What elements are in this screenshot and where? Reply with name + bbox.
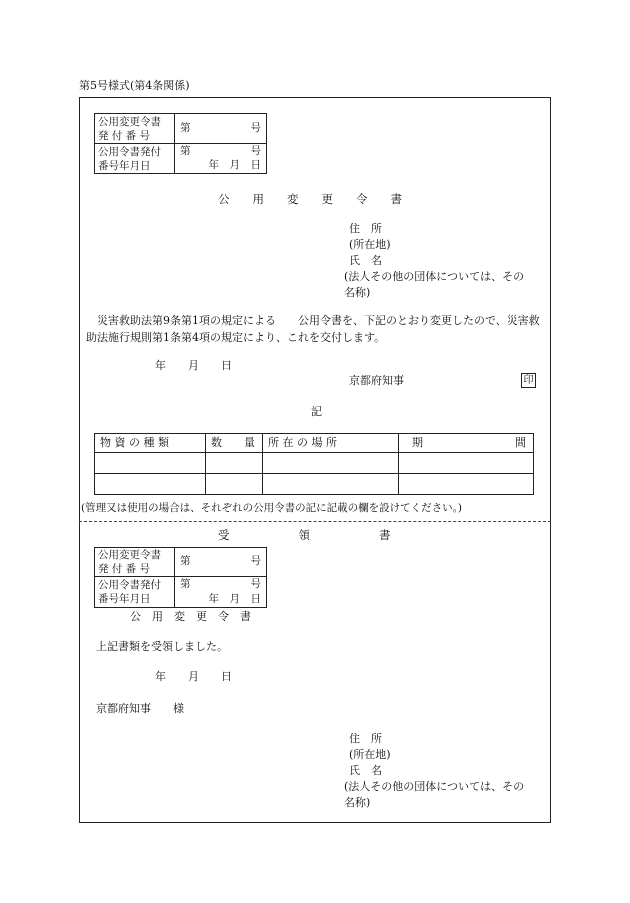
- goods-header-type: 物 資 の 種 類: [95, 434, 206, 453]
- change-order-number-value: 第 号: [175, 548, 267, 577]
- receipt-number-table: [94, 547, 267, 608]
- change-order-number-value: 第 号: [175, 114, 267, 144]
- issue-date: 年 月 日: [155, 359, 232, 372]
- addressee: 京都府知事 様: [96, 702, 184, 715]
- received-statement: 上記書類を受領しました。: [96, 640, 228, 653]
- table-caption: 公 用 変 更 令 書: [130, 610, 251, 623]
- order-issue-date-label: 公用令書発付 番号年月日: [95, 577, 175, 608]
- change-order-number-label: 公用変更令書 発 付 番 号: [95, 114, 175, 144]
- goods-header-period: 期 間: [399, 434, 534, 453]
- change-order-number-label: 公用変更令書 発 付 番 号: [95, 548, 175, 577]
- receiver-address-block: 住 所 (所在地) 氏 名 (法人その他の団体については、その 名称): [344, 732, 525, 809]
- body-paragraph: 災害救助法第9条第1項の規定による 公用令書を、下記のとおり変更したので、災害救助法施行規則第1条第4項の規定により、これを交付します。: [86, 314, 540, 344]
- goods-header-quantity: 数 量: [206, 434, 263, 453]
- recipient-address-block: 住 所 (所在地) 氏 名 (法人その他の団体については、その 名称): [344, 222, 525, 299]
- table-row: [95, 474, 534, 495]
- cut-line: [79, 521, 551, 522]
- issue-number-table: [94, 113, 267, 174]
- receipt-title: 受 領 書: [218, 528, 391, 542]
- table-row: [95, 453, 534, 474]
- issuer-governor: 京都府知事: [349, 374, 404, 387]
- goods-table: [94, 433, 534, 495]
- note-text: (管理又は使用の場合は、それぞれの公用令書の記に記載の欄を設けてください。): [81, 502, 462, 514]
- order-issue-date-label: 公用令書発付 番号年月日: [95, 144, 175, 174]
- document-title: 公 用 変 更 令 書: [218, 192, 402, 206]
- goods-header-location: 所 在 の 場 所: [263, 434, 399, 453]
- seal-mark: 印: [521, 373, 536, 388]
- order-issue-date-value: 第 号 年 月 日: [175, 577, 267, 608]
- ki-heading: 記: [311, 405, 322, 418]
- form-number-label: 第5号様式(第4条関係): [79, 79, 190, 92]
- receipt-date: 年 月 日: [155, 670, 232, 683]
- order-issue-date-value: 第 号 年 月 日: [175, 144, 267, 174]
